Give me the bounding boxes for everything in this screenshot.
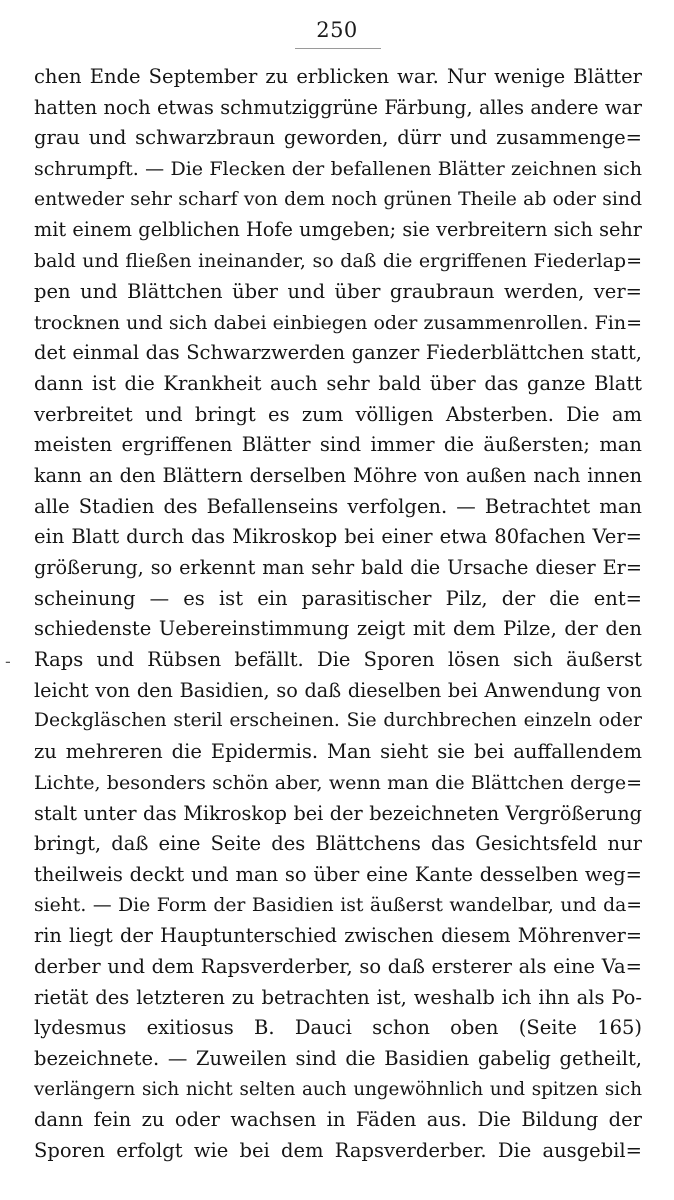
- text-line: alle Stadien des Befallenseins verfolgen. — Betrachtet man: [34, 494, 642, 518]
- text-line: Raps und Rübsen befällt. Die Sporen lösen sich äußerst: [34, 648, 642, 672]
- text-line: rin liegt der Hauptunterschied zwischen diesem Möhrenver=: [34, 924, 642, 948]
- text-line: sieht. — Die Form der Basidien ist äußerst wandelbar, und da=: [34, 894, 642, 916]
- page-number: 250: [316, 18, 358, 42]
- text-line: Sporen erfolgt wie bei dem Rapsverderber. Die ausgebil=: [34, 1139, 642, 1163]
- margin-mark: -: [5, 652, 11, 671]
- text-line: hatten noch etwas schmutziggrüne Färbung, alles andere war: [34, 95, 642, 119]
- text-line: verbreitet und bringt es zum völligen Absterben. Die am: [34, 402, 642, 426]
- text-line: theilweis deckt und man so über eine Kante desselben weg=: [34, 862, 642, 886]
- text-line: bald und fließen ineinander, so daß die ergriffenen Fiederlap=: [34, 250, 642, 273]
- text-line: chen Ende September zu erblicken war. Nur wenige Blätter: [34, 65, 642, 88]
- text-line: derber und dem Rapsverderber, so daß ersterer als eine Va=: [34, 954, 642, 978]
- text-line: größerung, so erkennt man sehr bald die Ursache dieser Er=: [34, 556, 642, 579]
- text-line: verlängern sich nicht selten auch ungewöhnlich und spitzen sich: [34, 1078, 642, 1100]
- header-rule: [295, 48, 381, 49]
- text-line: leicht von den Basidien, so daß dieselben bei Anwendung von: [34, 678, 642, 702]
- text-line: zu mehreren die Epidermis. Man sieht sie bei auffallendem: [34, 740, 642, 764]
- text-line: Deckgläschen steril erscheinen. Sie durchbrechen einzeln oder: [34, 710, 642, 732]
- text-line: dann fein zu oder wachsen in Fäden aus. Die Bildung der: [34, 1108, 642, 1132]
- text-line: Lichte, besonders schön aber, wenn man die Blättchen derge=: [34, 771, 642, 794]
- text-line: rietät des letzteren zu betrachten ist, weshalb ich ihn als Po-: [34, 985, 642, 1009]
- text-line: pen und Blättchen über und über graubraun werden, ver=: [34, 279, 642, 303]
- text-line: trocknen und sich dabei einbiegen oder zusammenrollen. Fin=: [34, 311, 642, 334]
- text-line: meisten ergriffenen Blätter sind immer die äußersten; man: [34, 433, 642, 457]
- text-line: ein Blatt durch das Mikroskop bei einer etwa 80fachen Ver=: [34, 525, 642, 549]
- text-line: lydesmus exitiosus B. Dauci schon oben (Seite 165): [34, 1016, 642, 1040]
- text-line: det einmal das Schwarzwerden ganzer Fiederblättchen statt,: [34, 341, 642, 365]
- text-line: kann an den Blättern derselben Möhre von außen nach innen: [34, 463, 642, 487]
- text-line: bringt, daß eine Seite des Blättchens das Gesichtsfeld nur: [34, 832, 642, 856]
- text-line: grau und schwarzbraun geworden, dürr und zusammenge=: [34, 126, 642, 150]
- text-line: scheinung — es ist ein parasitischer Pilz, der die ent=: [34, 586, 642, 610]
- body-text: [34, 62, 642, 1167]
- text-line: entweder sehr scharf von dem noch grünen Theile ab oder sind: [34, 188, 642, 210]
- text-line: schrumpft. — Die Flecken der befallenen Blätter zeichnen sich: [34, 158, 642, 181]
- text-line: mit einem gelblichen Hofe umgeben; sie verbreitern sich sehr: [34, 218, 642, 242]
- text-line: bezeichnete. — Zuweilen sind die Basidien gabelig getheilt,: [34, 1047, 642, 1070]
- text-line: stalt unter das Mikroskop bei der bezeichneten Vergrößerung: [34, 801, 642, 825]
- text-line: dann ist die Krankheit auch sehr bald über das ganze Blatt: [34, 371, 642, 395]
- text-line: schiedenste Uebereinstimmung zeigt mit dem Pilze, der den: [34, 617, 642, 641]
